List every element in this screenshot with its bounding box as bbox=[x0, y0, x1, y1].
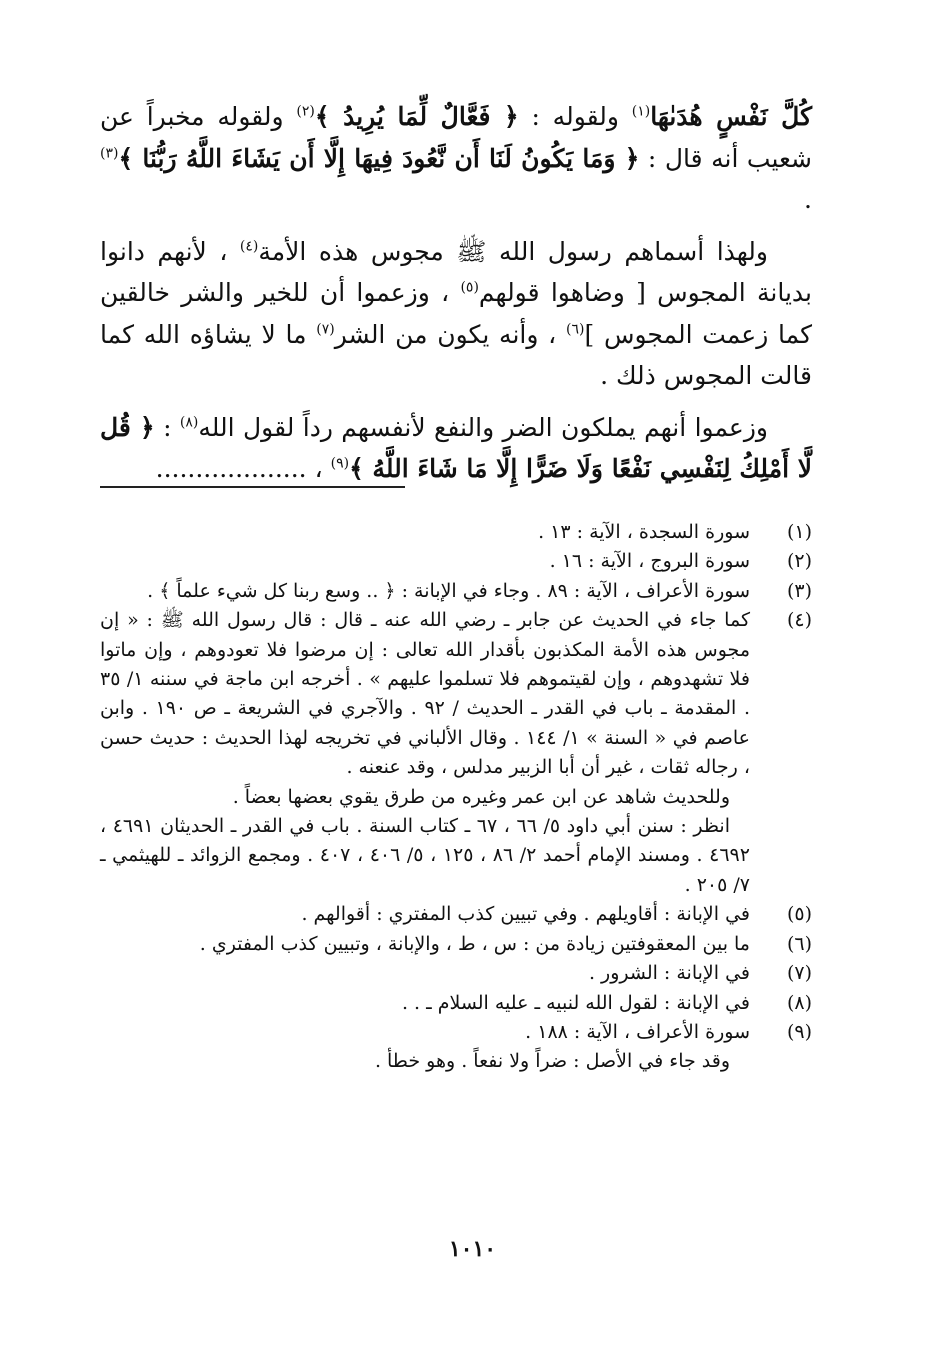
text: . bbox=[804, 185, 812, 214]
footnote-item bbox=[100, 577, 812, 606]
text: ما لا يشاؤه الله كما قالت المجوس ذلك . bbox=[100, 319, 812, 390]
text: وزعموا أنهم يملكون الضر والنفع لأنفسهم رداً لقول الله bbox=[198, 412, 768, 442]
footnote-text: وللحديث شاهد عن ابن عمر وغيره من طرق يقوي بعضها بعضاً . bbox=[232, 785, 730, 808]
footnote-body bbox=[100, 606, 750, 900]
footnote-body bbox=[100, 900, 750, 929]
footnote-number: (٨) bbox=[786, 991, 812, 1014]
footnote-ref[interactable]: (٩) bbox=[330, 455, 350, 472]
footnote-item bbox=[100, 518, 812, 547]
footnote-number: (٢) bbox=[786, 550, 812, 573]
footnote-text: ما بين المعقوفتين زيادة من : س ، ط ، والإبانة ، وتبيين كذب المفتري . bbox=[199, 932, 750, 955]
footnote-ref[interactable]: (٢) bbox=[296, 103, 315, 120]
footnote-text: في الإبانة : الشرور . bbox=[588, 962, 750, 985]
footnotes bbox=[100, 518, 812, 1077]
footnote-body bbox=[100, 577, 750, 606]
footnote-body bbox=[100, 547, 750, 576]
quran-verse: ﴿ فَعَّالٌ لِّمَا يُرِيدُ ﴾ bbox=[314, 102, 519, 131]
footnote-ref[interactable]: (٧) bbox=[316, 321, 335, 338]
text: ، لأنهم دانوا بديانة المجوس [ وضاهوا قولهم bbox=[100, 236, 812, 307]
footnote-number: (٩) bbox=[786, 1020, 812, 1043]
footnote-number: (٦) bbox=[786, 932, 812, 955]
footnote-ref[interactable]: (٥) bbox=[460, 279, 479, 296]
footnote-separator bbox=[100, 486, 405, 488]
paragraph-3 bbox=[100, 407, 812, 490]
footnote-item bbox=[100, 930, 812, 959]
footnote-ref[interactable]: (٨) bbox=[179, 414, 199, 431]
footnote-body bbox=[100, 518, 750, 547]
footnote-item bbox=[100, 989, 812, 1018]
quran-verse: كُلَّ نَفْسٍ هُدَىٰهَا bbox=[650, 102, 813, 131]
quran-verse: ﴿ وَمَا يَكُونُ لَنَا أَن نَّعُودَ فِيهَا إِلَّا أَن يَشَاءَ اللَّهُ رَبُّنَا ﴾ bbox=[118, 143, 640, 173]
footnote-text: سورة الأعراف ، الآية : ١٨٨ . bbox=[525, 1020, 750, 1043]
footnote-ref[interactable]: (١) bbox=[631, 103, 651, 120]
footnote-number: (٣) bbox=[786, 579, 812, 602]
footnote-body bbox=[100, 959, 750, 988]
footnote-text: سورة الأعراف ، الآية : ٨٩ . وجاء في الإبانة : ﴿ .. وسع ربنا كل شيء علماً ﴾ . bbox=[147, 579, 750, 602]
footnote-text: في الإبانة : أقاويلهم . وفي تبيين كذب المفتري : أقوالهم . bbox=[301, 903, 750, 926]
footnote-text: سورة السجدة ، الآية : ١٣ . bbox=[538, 521, 750, 543]
footnote-ref[interactable]: (٣) bbox=[100, 145, 119, 162]
footnote-ref[interactable]: (٦) bbox=[566, 321, 585, 338]
footnote-number: (٧) bbox=[786, 962, 812, 985]
footnote-text: كما جاء في الحديث عن جابر ـ رضي الله عنه ـ قال : قال رسول الله ﷺ : « إن مجوس هذه الأمة المكذبون بأقدار الله تعالى : إن مرضوا فلا تعودوهم ، وإن ماتوا فلا تشهدوهم ، وإن لقيتموهم فلا تسلموا عليهم » . أخرجه ابن ماجة في سننه ١/ ٣٥ . المقدمة ـ باب في القدر ـ الحديث / ٩٢ . والآجري في الشريعة ـ ص ١٩٠ . وابن عاصم في « السنة » ١/ ١٤٤ . وقال الألباني في تخريجه لهذا الحديث : حديث حسن ، رجاله ثقات ، غير أن أبا الزبير مدلس ، وقد عنعنه . bbox=[100, 609, 750, 779]
main-text bbox=[100, 96, 812, 490]
page-number: ١٠١٠ bbox=[448, 1236, 497, 1262]
text: ولقوله : bbox=[518, 102, 632, 131]
footnote-item bbox=[100, 547, 812, 576]
footnote-item bbox=[100, 900, 812, 929]
footnote-item bbox=[100, 959, 812, 988]
footnote-text: انظر : سنن أبي داود ٥/ ٦٦ ، ٦٧ ـ كتاب السنة . باب في القدر ـ الحديثان ٤٦٩١ ، ٤٦٩٢ . ومسند الإمام أحمد ٢/ ٨٦ ، ١٢٥ ، ٥/ ٤٠٦ ، ٤٠٧ . ومجمع الزوائد ـ للهيثمي ـ ٧/ ٢٠٥ . bbox=[100, 815, 750, 896]
footnote-body bbox=[100, 930, 750, 959]
footnote-number: (٤) bbox=[786, 609, 812, 632]
footnote-body bbox=[100, 1018, 750, 1077]
text: ولقوله مخبراً عن شعيب أنه قال : bbox=[100, 102, 812, 173]
text: : bbox=[154, 412, 180, 442]
footnote-text: سورة البروج ، الآية : ١٦ . bbox=[549, 550, 750, 573]
paragraph-1 bbox=[100, 96, 812, 221]
continuation-dots: ................... bbox=[155, 454, 307, 483]
text: ، وأنه يكون من الشر bbox=[334, 319, 566, 349]
footnote-ref[interactable]: (٤) bbox=[239, 238, 259, 255]
footnote-body bbox=[100, 989, 750, 1018]
footnote-text: في الإبانة : لقول الله لنبيه ـ عليه السلام ـ . . bbox=[401, 991, 750, 1014]
paragraph-2 bbox=[100, 231, 812, 397]
text: ، وزعموا أن للخير والشر خالقين كما زعمت المجوس ] bbox=[100, 278, 812, 349]
footnote-text: وقد جاء في الأصل : ضراً ولا نفعاً . وهو خطأ . bbox=[374, 1050, 730, 1073]
quran-verse: ﴿ قُل لَّا أَمْلِكُ لِنَفْسِي نَفْعًا وَلَا ضَرًّا إِلَّا مَا شَاءَ اللَّهُ ﴾ bbox=[100, 412, 812, 483]
text: ، bbox=[306, 454, 331, 483]
footnote-number: (٥) bbox=[786, 903, 812, 926]
footnote-item bbox=[100, 1018, 812, 1077]
footnote-number: (١) bbox=[786, 521, 812, 543]
footnote-item bbox=[100, 606, 812, 900]
text: ولهذا أسماهم رسول الله ﷺ مجوس هذه الأمة bbox=[258, 236, 768, 266]
